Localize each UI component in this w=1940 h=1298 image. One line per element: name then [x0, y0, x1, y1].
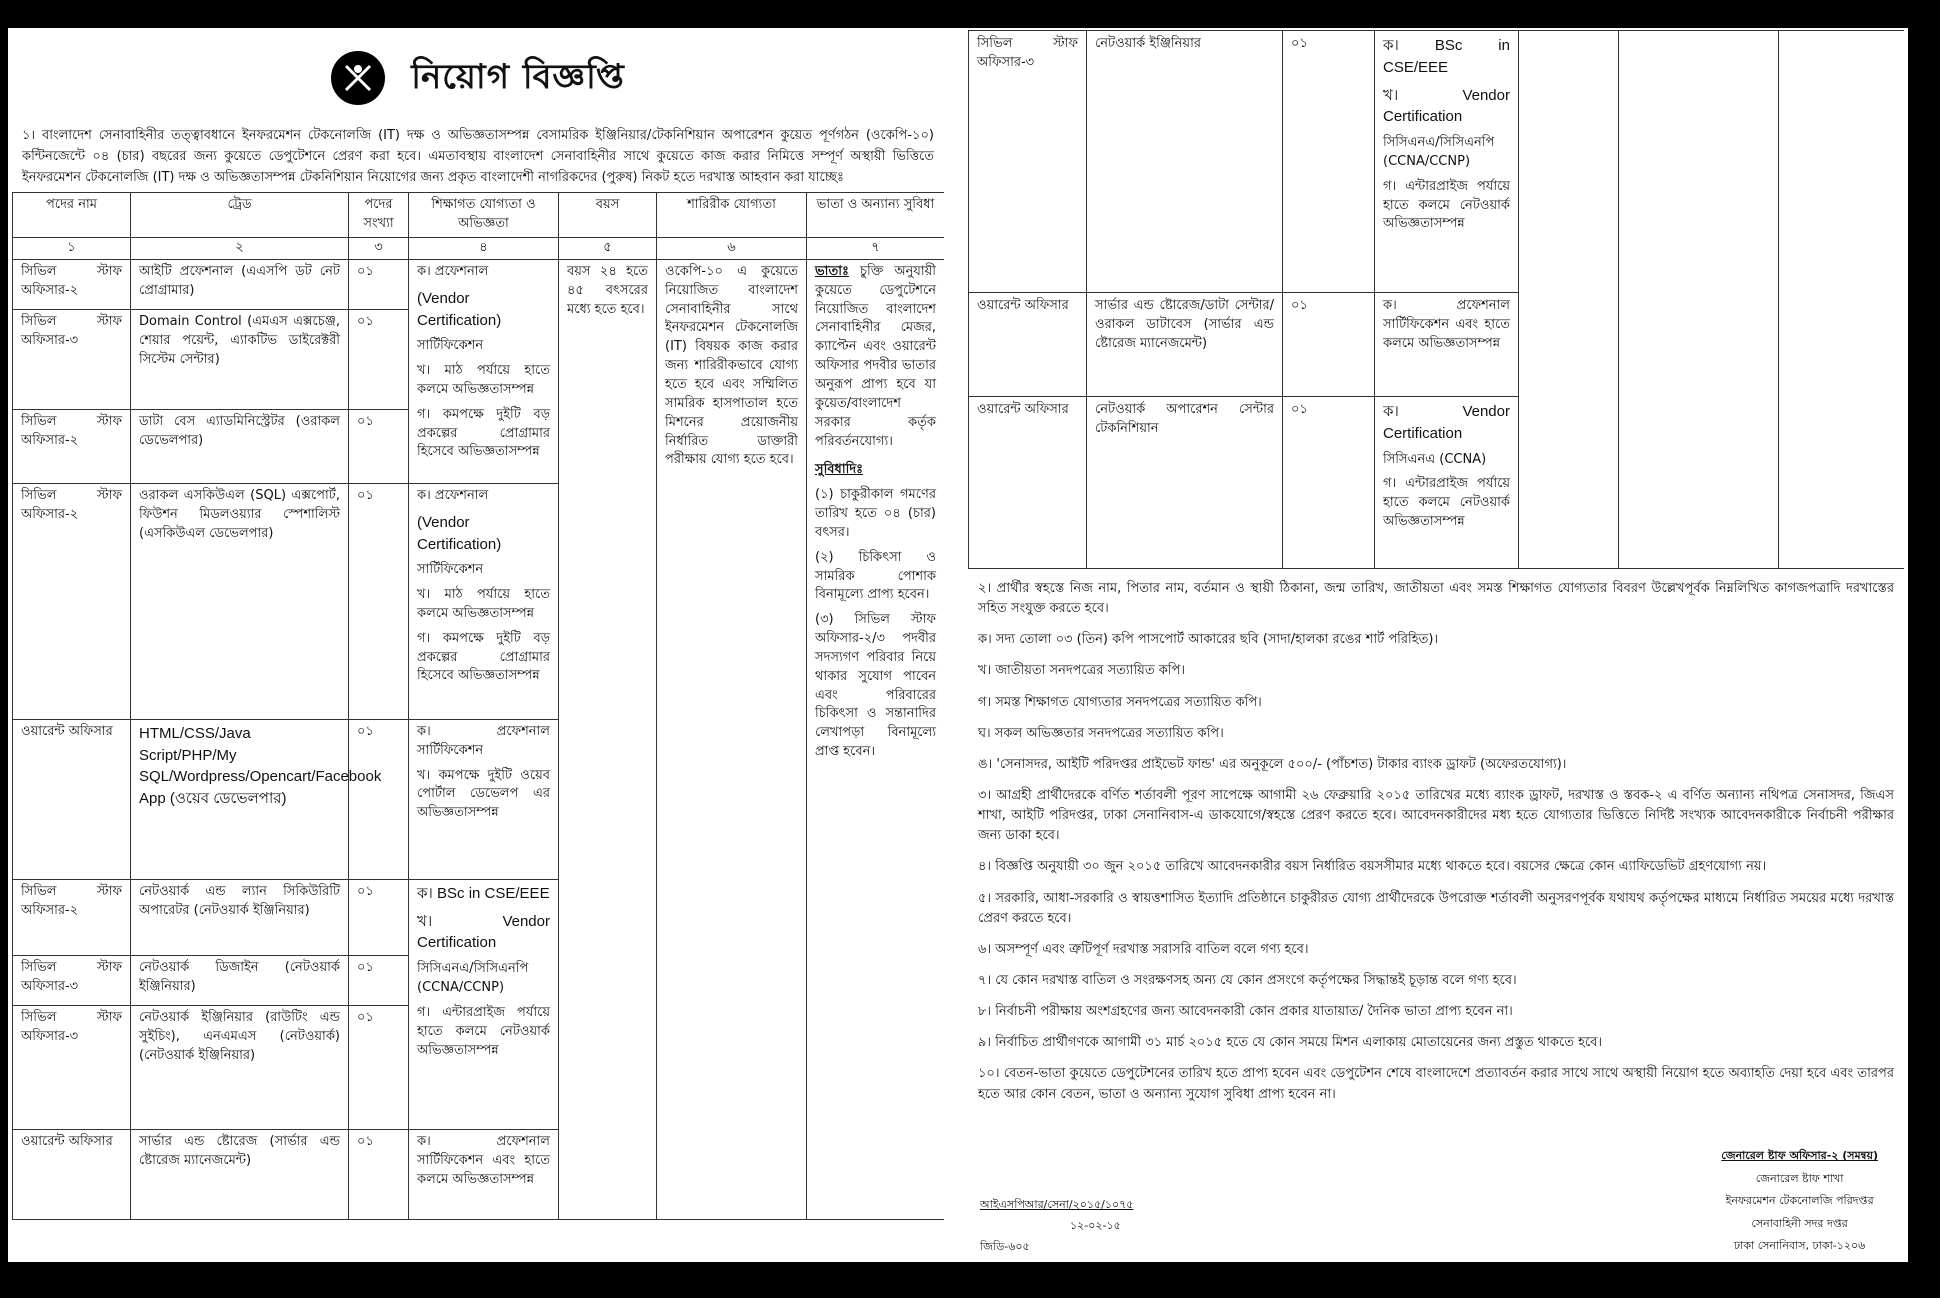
post-name: সিভিল স্টাফ অফিসার-৩: [13, 955, 131, 1005]
qualification-line: ক। প্রফেশনাল সার্টিফিকেশন এবং হাতে কলমে অভিজ্ঞতাসম্পন্ন: [417, 1133, 550, 1187]
memo-number: আইএসপিআর/সেনা/২০১৫/১০৭৫: [980, 1198, 1134, 1212]
note-item: ঘ। সকল অভিজ্ঞতার সনদপত্রের সত্যায়িত কপি।: [978, 725, 1224, 741]
qualification-cell: [409, 719, 559, 879]
note-item: ১০। বেতন-ভাতা কুয়েতে ডেপুটেশনের তারিখ হতে প্রাপ্য হবেন এবং ডেপুটেশন শেষে বাংলাদেশে প্রত্যাবর্তন করার সাথে সাথে অস্থায়ী নিয়োগ হতে অব্যাহতি দেয়া হবে এবং তারপর হতে আর কোন বেতন, ভাতা ও অন্যান্য সুযোগ সুবিধা প্রাপ্য হবেন না।: [978, 1066, 1894, 1102]
qualification-cell: [1375, 397, 1519, 569]
column-number: ১: [13, 238, 131, 260]
empty-cell: [1619, 31, 1779, 569]
physical-cell: ওকেপি-১০ এ কুয়েতে নিয়োজিত বাংলাদেশ সেনাবাহিনীর সাথে ইনফরমেশন টেকনোলজি (IT) বিষয়ক কাজ করার জন্য শারিরীকভাবে যোগ্য হতে হবে এবং সম্মিলিত সামরিক হাসপাতাল হতে মিশনের প্রয়োজনীয় নির্ধারিত ডাক্তারী পরীক্ষায় যোগ্য হতে হবে।: [657, 259, 807, 1219]
table-header-row: [13, 193, 945, 238]
qualification-cell: [409, 879, 559, 1129]
post-count: ০১: [349, 719, 409, 879]
post-count: ০১: [349, 1129, 409, 1219]
army-emblem-icon: [331, 51, 385, 105]
qualification-line: ক। Vendor Certification: [1383, 403, 1510, 442]
notes-section: [968, 569, 1904, 1105]
column-header: পদের নাম: [13, 193, 131, 238]
qualification-cell: [409, 483, 559, 719]
note-item: ক। সদ্য তোলা ০৩ (তিন) কপি পাসপোর্ট আকারের ছবি (সাদা/হালকা রঙের শার্ট পরিহিত)।: [978, 632, 1439, 648]
allowance-text: চুক্তি অনুযায়ী কুয়েতে ডেপুটেশনে নিয়োজিত বাংলাদেশ সেনাবাহিনীর মেজর, ক্যাপ্টেন এবং ওয়ারেন্ট অফিসার পদবীর ভাতার অনুরূপ প্রাপ্য হবে যা কুয়েত/বাংলাদেশ সরকার কর্তৃক পরিবর্তনযোগ্য।: [815, 263, 936, 449]
trade: নেটওয়ার্ক ডিজাইন (নেটওয়ার্ক ইঞ্জিনিয়ার): [131, 955, 349, 1005]
qualification-line: ক। প্রফেশনাল সার্টিফিকেশন এবং হাতে কলমে অভিজ্ঞতাসম্পন্ন: [1383, 298, 1510, 351]
signatory-line: ঢাকা সেনানিবাস, ঢাকা-১২০৬: [1733, 1239, 1866, 1253]
benefits-label: সুবিধাদিঃ: [815, 462, 864, 478]
signatory-title: জেনারেল ষ্টাফ অফিসার-২ (সমন্বয়): [1721, 1149, 1878, 1163]
note-item: ৭। যে কোন দরখাস্ত বাতিল ও সংরক্ষণসহ অন্য যে কোন প্রসংগে কর্তৃপক্ষের সিদ্ধান্তই চূড়ান্ত বলে গণ্য হবে।: [978, 972, 1517, 988]
trade: নেটওয়ার্ক এন্ড ল্যান সিকিউরিটি অপারেটর (নেটওয়ার্ক ইঞ্জিনিয়ার): [131, 879, 349, 955]
column-number: ৪: [409, 238, 559, 260]
post-count: ০১: [1283, 31, 1375, 293]
qualification-line: খ। Vendor Certification: [417, 912, 550, 952]
qualification-cell: [1375, 31, 1519, 293]
table-row: [13, 259, 945, 309]
note-item: ৮। নির্বাচনী পরীক্ষায় অংশগ্রহণের জন্য আবেদনকারী কোন প্রকার যাতায়াত/ দৈনিক ভাতা প্রাপ্য হবেন না।: [978, 1004, 1513, 1020]
reference-block: [980, 1195, 1133, 1258]
scan-border-bottom: [0, 1262, 1940, 1298]
page-title: নিয়োগ বিজ্ঞপ্তি: [411, 57, 625, 98]
trade: নেটওয়ার্ক ইঞ্জিনিয়ার: [1087, 31, 1283, 293]
trade: নেটওয়ার্ক ইঞ্জিনিয়ার (রাউটিং এন্ড সুইচিং), এনএমএস (নেটওয়ার্ক) (নেটওয়ার্ক ইঞ্জিনিয়ার): [131, 1005, 349, 1129]
column-number: ৫: [559, 238, 657, 260]
qualification-line: (Vendor Certification): [417, 513, 502, 553]
jobs-table: [12, 192, 944, 1220]
qualification-line: গ। এন্টারপ্রাইজ পর্যায়ে হাতে কলমে নেটওয়ার্ক অভিজ্ঞতাসম্পন্ন: [417, 1004, 550, 1058]
column-header: পদের সংখ্যা: [349, 193, 409, 238]
qualification-cell: [1375, 293, 1519, 397]
post-count: ০১: [349, 483, 409, 719]
signatory-line: সেনাবাহিনী সদর দপ্তর: [1751, 1216, 1848, 1230]
note-item: ৪। বিজ্ঞপ্তি অনুযায়ী ৩০ জুন ২০১৫ তারিখে আবেদনকারীর বয়স নির্ধারিত বয়সসীমার মধ্যে থাকতে হবে। বয়সের ক্ষেত্রে কোন এ্যাফিডেভিট গ্রহণযোগ্য নয়।: [978, 859, 1767, 875]
post-name: সিভিল স্টাফ অফিসার-৩: [13, 1005, 131, 1129]
qualification-cell: [409, 1129, 559, 1219]
column-header: শারিরীক যোগ্যতা: [657, 193, 807, 238]
column-number-row: [13, 238, 945, 260]
intro-paragraph: ১। বাংলাদেশ সেনাবাহিনীর তত্ত্বাবধানে ইনফরমেশন টেকনোলজি (IT) দক্ষ ও অভিজ্ঞতাসম্পন্ন বেসামরিক ইঞ্জিনিয়ার/টেকনিশিয়ান অপারেশন কুয়েত পূর্ণগঠন (ওকেপি-১০) কন্টিনজেন্টে ০৪ (চার) বছরের জন্য কুয়েতে ডেপুটেশনে প্রেরণ করা হবে। এমতাবস্থায় বাংলাদেশ সেনাবাহিনীর সাথে কুয়েতে কাজ করার নিমিত্তে সম্পূর্ণ অস্থায়ী ভিত্তিতে ইনফরমেশন টেকনোলজি (IT) দক্ষ ও অভিজ্ঞতাসম্পন্ন টেকনিশিয়ান নিয়োগের জন্য প্রকৃত বাংলাদেশী নাগরিকদের (পুরুষ) নিকট হতে দরখাস্ত আহবান করা যাচ্ছেঃ: [22, 128, 934, 185]
empty-cell: [1779, 31, 1905, 569]
post-count: ০১: [349, 409, 409, 483]
memo-date: ১২-০২-১৫: [1070, 1219, 1121, 1233]
benefit-item: (২) চিকিৎসা ও সামরিক পোশাক বিনামূল্যে প্রাপ্য হবেন।: [815, 549, 936, 603]
qualification-line: খ। কমপক্ষে দুইটি ওয়েব পোর্টাল ডেভেলপ এর অভিজ্ঞতাসম্পন্ন: [417, 767, 550, 821]
note-item: ৯। নির্বাচিত প্রার্থীগণকে আগামী ৩১ মার্চ ২০১৫ হতে যে কোন সময়ে মিশন এলাকায় মোতায়েনের জন্য প্রস্তুত থাকতে হবে।: [978, 1035, 1603, 1051]
post-name: সিভিল স্টাফ অফিসার-২: [13, 409, 131, 483]
qualification-line: গ। কমপক্ষে দুইটি বড় প্রকল্পের প্রোগ্রামার হিসেবে অভিজ্ঞতাসম্পন্ন: [417, 630, 550, 684]
post-count: ০১: [349, 1005, 409, 1129]
qualification-line: ক। প্রফেশনাল সার্টিফিকেশন: [417, 723, 550, 758]
trade: ওরাকল এসকিউএল (SQL) এক্সপোর্ট, ফিউশন মিডলওয়্যার স্পেশালিস্ট (এসকিউএল ডেভেলপার): [131, 483, 349, 719]
trade: সার্ভার এন্ড ষ্টোরেজ (সার্ভার এন্ড ষ্টোরেজ ম্যানেজমেন্ট): [131, 1129, 349, 1219]
qualification-line: ক। BSc in CSE/EEE: [1383, 37, 1510, 76]
qualification-line: গ। কমপক্ষে দুইটি বড় প্রকল্পের প্রোগ্রামার হিসেবে অভিজ্ঞতাসম্পন্ন: [417, 406, 550, 460]
post-name: ওয়ারেন্ট অফিসার: [969, 397, 1087, 569]
trade: সার্ভার এন্ড ষ্টোরেজ/ডাটা সেন্টার/ওরাকল ডাটাবেস (সার্ভার এন্ড ষ্টোরেজ ম্যানেজমেন্ট): [1087, 293, 1283, 397]
notice-header: [12, 30, 944, 126]
left-panel: [12, 30, 944, 1262]
qualification-line: সিসিএনএ/সিসিএনপি (CCNA/CCNP): [417, 961, 529, 996]
column-header: ট্রেড: [131, 193, 349, 238]
post-count: ০১: [349, 309, 409, 409]
note-item: ২। প্রার্থীর স্বহস্তে নিজ নাম, পিতার নাম, বর্তমান ও স্থায়ী ঠিকানা, জন্ম তারিখ, জাতীয়তা এবং সমস্ত শিক্ষাগত যোগ্যতার বিবরণ উল্লেখপূর্বক নিম্নলিখিত কাগজপত্রাদি দরখাস্তের সহিত সংযুক্ত করতে হবে।: [978, 581, 1894, 617]
trade: ডাটা বেস এ্যাডমিনিস্ট্রেটর (ওরাকল ডেভেলপার): [131, 409, 349, 483]
scan-border-top: [0, 0, 1940, 28]
post-count: ০১: [1283, 397, 1375, 569]
post-name: ওয়ারেন্ট অফিসার: [13, 719, 131, 879]
post-count: ০১: [1283, 293, 1375, 397]
allowance-cell: [807, 259, 945, 1219]
jobs-table-continued: [968, 30, 1904, 569]
empty-cell: [1519, 31, 1619, 569]
note-item: ৩। আগ্রহী প্রার্থীদেরকে বর্ণিত শর্তাবলী পূরণ সাপেক্ষে আগামী ২৬ ফেব্রুয়ারি ২০১৫ তারিখের মধ্যে ব্যাংক ড্রাফট, দরখাস্ত ও স্তবক-২ এ বর্ণিত অন্যান্য নথিপত্র সেনাসদর, জিএস শাখা, আইটি পরিদপ্তর, ঢাকা সেনানিবাস-এ ডাকযোগে/স্বহস্তে প্রেরণ করতে হবে। আবেদনকারীদের মধ্য হতে যোগ্যতার ভিত্তিতে নির্দিষ্ট সংখ্যক আবেদনকারীকে নির্বাচনী পরীক্ষার জন্য ডাকা হবে।: [978, 787, 1894, 844]
note-item: ঙ। 'সেনাসদর, আইটি পরিদপ্তর প্রাইভেট ফান্ড' এর অনুকূলে ৫০০/- (পাঁচশত) টাকার ব্যাংক ড্রাফট (অফেরতযোগ্য)।: [978, 756, 1567, 772]
column-header: বয়স: [559, 193, 657, 238]
table-row: [969, 31, 1905, 293]
qualification-line: গ। এন্টারপ্রাইজ পর্যায়ে হাতে কলমে নেটওয়ার্ক অভিজ্ঞতাসম্পন্ন: [1383, 476, 1510, 530]
qualification-cell: [409, 259, 559, 483]
column-number: ৬: [657, 238, 807, 260]
column-number: ২: [131, 238, 349, 260]
signatory-line: জেনারেল ষ্টাফ শাখা: [1755, 1171, 1844, 1185]
benefit-item: (১) চাকুরীকাল গমণের তারিখ হতে ০৪ (চার) বৎসর।: [815, 487, 936, 540]
column-header: ভাতা ও অন্যান্য সুবিধা: [807, 193, 945, 238]
qualification-line: খ। মাঠ পর্যায়ে হাতে কলমে অভিজ্ঞতাসম্পন্ন: [417, 587, 550, 621]
scan-border-right: [1908, 0, 1940, 1298]
trade: HTML/CSS/Java Script/PHP/My SQL/Wordpress/Opencart/Facebook App (ওয়েব ডেভেলপার): [131, 719, 349, 879]
post-name: সিভিল স্টাফ অফিসার-২: [13, 259, 131, 309]
post-name: সিভিল স্টাফ অফিসার-৩: [969, 31, 1087, 293]
trade: Domain Control (এমএস এক্সচেঞ্জ, শেয়ার পয়েন্ট, এ্যাকটিভ ডাইরেক্টরী সিস্টেম সেন্টার): [131, 309, 349, 409]
qualification-line: সার্টিফিকেশন: [417, 562, 484, 578]
post-name: সিভিল স্টাফ অফিসার-৩: [13, 309, 131, 409]
qualification-line: ক। BSc in CSE/EEE: [417, 884, 550, 902]
trade: নেটওয়ার্ক অপারেশন সেন্টার টেকনিশিয়ান: [1087, 397, 1283, 569]
note-item: ৬। অসম্পূর্ণ এবং ত্রুটিপূর্ণ দরখাস্ত সরাসরি বাতিল বলে গণ্য হবে।: [978, 941, 1309, 957]
column-number: ৭: [807, 238, 945, 260]
post-name: সিভিল স্টাফ অফিসার-২: [13, 879, 131, 955]
note-item: খ। জাতীয়তা সনদপত্রের সত্যায়িত কপি।: [978, 663, 1185, 679]
benefit-item: (৩) সিভিল স্টাফ অফিসার-২/৩ পদবীর সদস্যগণ পরিবার নিয়ে থাকার সুযোগ পাবেন এবং পরিবারের চিকিৎসা ও সন্তানাদির লেখাপড়া বিনামূল্যে প্রাপ্ত হবেন।: [815, 612, 936, 760]
trade: আইটি প্রফেশনাল (এএসপি ডট নেট প্রোগ্রামার): [131, 259, 349, 309]
age-cell: বয়স ২৪ হতে ৪৫ বৎসরের মধ্যে হতে হবে।: [559, 259, 657, 1219]
post-name: সিভিল স্টাফ অফিসার-২: [13, 483, 131, 719]
scan-border-left: [0, 0, 8, 1298]
qualification-line: খ। মাঠ পর্যায়ে হাতে কলমে অভিজ্ঞতাসম্পন্ন: [417, 363, 550, 397]
post-name: ওয়ারেন্ট অফিসার: [13, 1129, 131, 1219]
qualification-line: সিসিএনএ (CCNA): [1383, 451, 1487, 467]
ad-code: জিডি-৬০৫: [980, 1240, 1030, 1254]
qualification-line: ক। প্রফেশনাল: [417, 263, 489, 279]
signature-block: [1721, 1145, 1878, 1258]
post-count: ০১: [349, 879, 409, 955]
qualification-line: গ। এন্টারপ্রাইজ পর্যায়ে হাতে কলমে নেটওয়ার্ক অভিজ্ঞতাসম্পন্ন: [1383, 178, 1510, 232]
right-panel: [968, 30, 1904, 1262]
qualification-line: সার্টিফিকেশন: [417, 338, 484, 354]
post-name: ওয়ারেন্ট অফিসার: [969, 293, 1087, 397]
qualification-line: ক। প্রফেশনাল: [417, 487, 489, 503]
qualification-line: (Vendor Certification): [417, 289, 502, 329]
column-header: শিক্ষাগত যোগ্যতা ও অভিজ্ঞতা: [409, 193, 559, 238]
qualification-line: খ। Vendor Certification: [1383, 86, 1510, 126]
post-count: ০১: [349, 259, 409, 309]
note-item: গ। সমস্ত শিক্ষাগত যোগ্যতার সনদপত্রের সত্যায়িত কপি।: [978, 694, 1262, 710]
post-count: ০১: [349, 955, 409, 1005]
note-item: ৫। সরকারি, আধা-সরকারি ও স্বায়ত্তশাসিত ইত্যাদি প্রতিষ্ঠানে চাকুরীরত যোগ্য প্রার্থীদেরকে উপরোক্ত শর্তাবলী অনুসরণপূর্বক যথাযথ কর্তৃপক্ষের মাধ্যমে নির্ধারিত সময়ের মধ্যে দরখাস্ত প্রেরণ করতে হবে।: [978, 890, 1894, 926]
column-number: ৩: [349, 238, 409, 260]
allowance-label: ভাতাঃ: [815, 263, 849, 279]
signatory-line: ইনফরমেশন টেকনোলজি পরিদপ্তর: [1725, 1194, 1874, 1208]
qualification-line: সিসিএনএ/সিসিএনপি (CCNA/CCNP): [1383, 135, 1495, 169]
